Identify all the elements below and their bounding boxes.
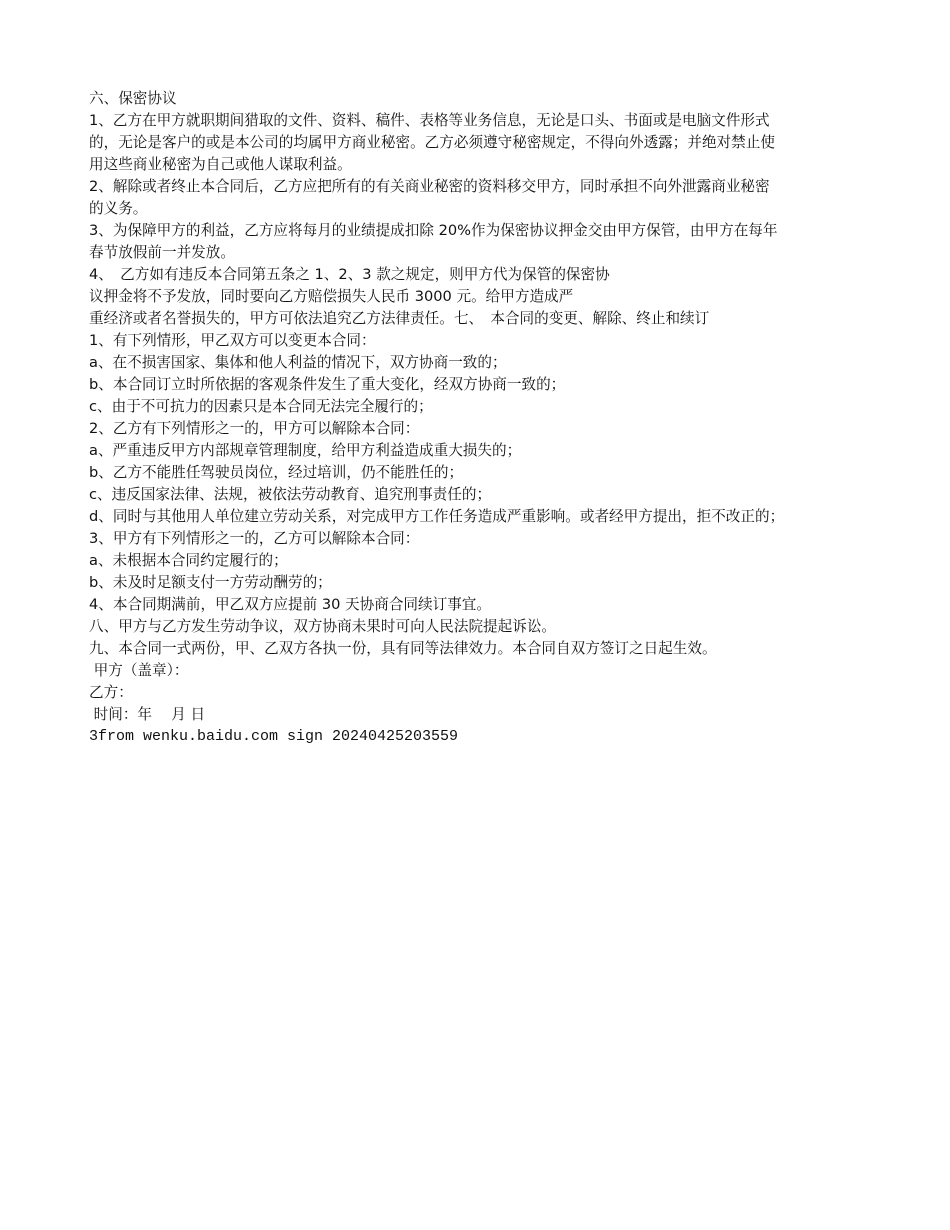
clause-line: 春节放假前一并发放。 — [89, 244, 235, 261]
document-body — [89, 88, 864, 748]
clause-line: b、本合同订立时所依据的客观条件发生了重大变化，经双方协商一致的； — [89, 376, 566, 393]
clause-line: c、由于不可抗力的因素只是本合同无法完全履行的； — [89, 398, 433, 415]
signature-party-b: 乙方： — [89, 684, 133, 701]
clause-line: 4、本合同期满前，甲乙双方应提前 30 天协商合同续订事宜。 — [89, 596, 491, 613]
clause-line: 3、甲方有下列情形之一的，乙方可以解除本合同： — [89, 530, 420, 547]
section-heading-effect: 九、本合同一式两份，甲、乙双方各执一份，具有同等法律效力。本合同自双方签订之日起生效。 — [89, 640, 717, 657]
source-footer: 3from wenku.baidu.com sign 20240425203559 — [89, 728, 459, 745]
clause-line: a、严重违反甲方内部规章管理制度，给甲方利益造成重大损失的； — [89, 442, 522, 459]
clause-line: 重经济或者名誉损失的，甲方可依法追究乙方法律责任。七、 本合同的变更、解除、终止和续订 — [89, 310, 710, 327]
clause-line: a、未根据本合同约定履行的； — [89, 552, 288, 569]
clause-line: d、同时与其他用人单位建立劳动关系，对完成甲方工作任务造成严重影响。或者经甲方提出，拒不改正的； — [89, 508, 785, 525]
clause-line: 议押金将不予发放，同时要向乙方赔偿损失人民币 3000 元。给甲方造成严 — [89, 288, 574, 305]
clause-line: a、在不损害国家、集体和他人利益的情况下，双方协商一致的； — [89, 354, 507, 371]
clause-line: 3、为保障甲方的利益，乙方应将每月的业绩提成扣除 20%作为保密协议押金交由甲方保管，由甲方在每年 — [89, 222, 778, 239]
clause-line: 1、有下列情形，甲乙双方可以变更本合同： — [89, 332, 376, 349]
clause-line: 2、解除或者终止本合同后，乙方应把所有的有关商业秘密的资料移交甲方，同时承担不向外泄露商业秘密 — [89, 178, 770, 195]
clause-line: 的，无论是客户的或是本公司的均属甲方商业秘密。乙方必须遵守秘密规定，不得向外透露；并绝对禁止使 — [89, 134, 775, 151]
signature-party-a: 甲方（盖章）： — [89, 662, 189, 679]
clause-line: 2、乙方有下列情形之一的，甲方可以解除本合同： — [89, 420, 420, 437]
clause-line: 用这些商业秘密为自己或他人谋取利益。 — [89, 156, 352, 173]
clause-line: 1、乙方在甲方就职期间猎取的文件、资料、稿件、表格等业务信息，无论是口头、书面或是电脑文件形式 — [89, 112, 770, 129]
clause-line: b、未及时足额支付一方劳动酬劳的； — [89, 574, 332, 591]
signature-date: 时间：年 月 日 — [89, 706, 206, 723]
clause-line: 的义务。 — [89, 200, 148, 217]
clause-line: 4、 乙方如有违反本合同第五条之 1、2、3 款之规定，则甲方代为保管的保密协 — [89, 266, 610, 283]
clause-line: c、违反国家法律、法规，被依法劳动教育、追究刑事责任的； — [89, 486, 492, 503]
section-heading-dispute: 八、甲方与乙方发生劳动争议，双方协商未果时可向人民法院提起诉讼。 — [89, 618, 557, 635]
section-heading-confidentiality: 六、保密协议 — [89, 90, 177, 107]
clause-line: b、乙方不能胜任驾驶员岗位，经过培训，仍不能胜任的； — [89, 464, 464, 481]
